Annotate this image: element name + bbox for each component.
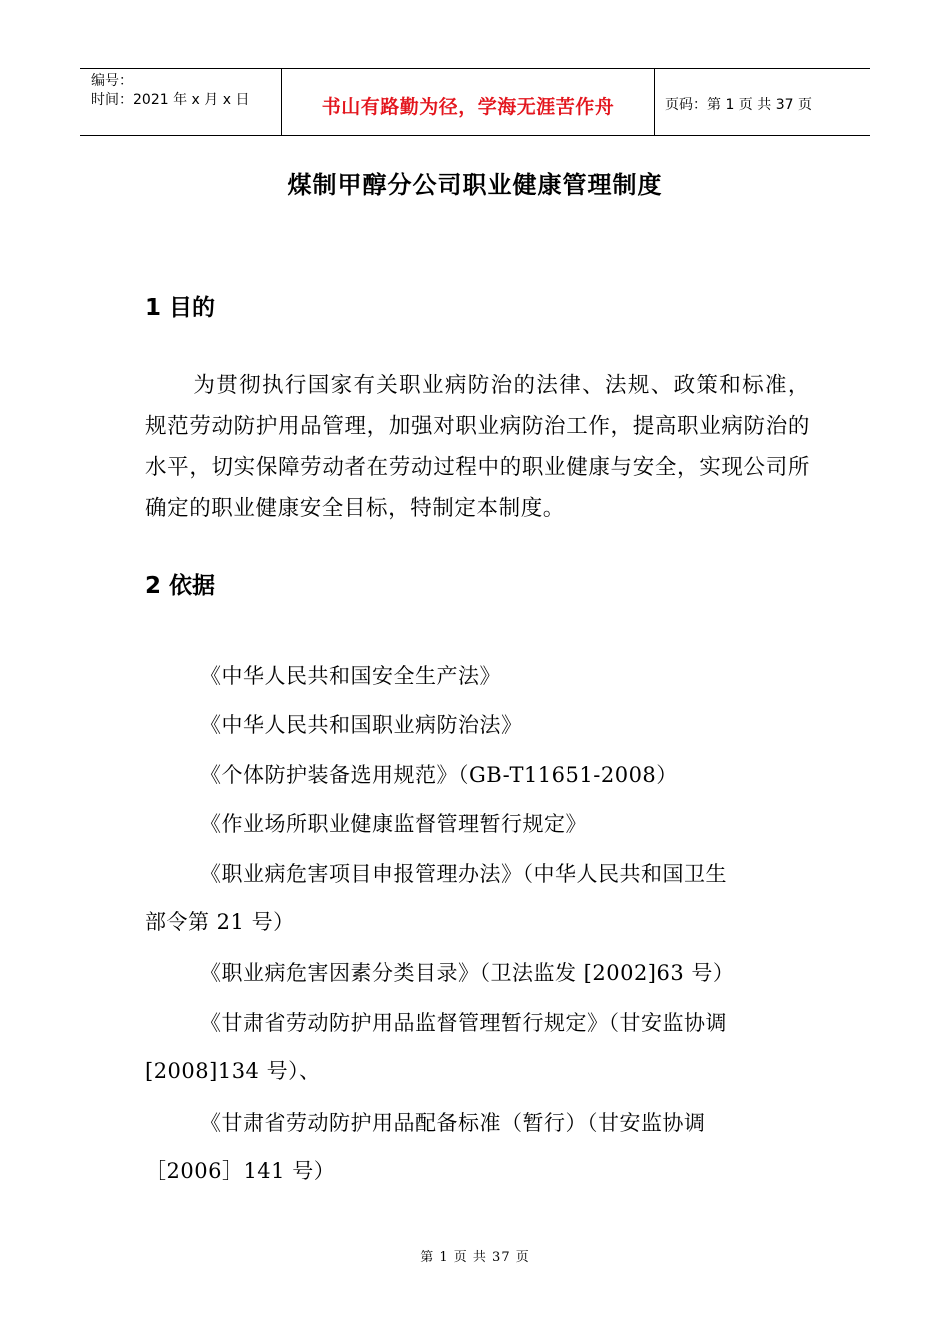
page-header — [80, 68, 870, 136]
section-heading-purpose: 1 目的 — [145, 295, 216, 321]
header-page-info: 页码：第 1 页 共 37 页 — [665, 97, 812, 113]
header-motto: 书山有路勤为径，学海无涯苦作舟 — [321, 95, 615, 118]
reference-item — [145, 701, 810, 749]
header-page-info-cell — [655, 69, 870, 135]
reference-line: 《个体防护装备选用规范》（GB-T11651-2008） — [200, 763, 678, 787]
reference-line: 《甘肃省劳动防护用品监督管理暂行规定》（甘安监协调 — [200, 1011, 727, 1035]
reference-item — [145, 800, 810, 848]
reference-line: 《中华人民共和国职业病防治法》 — [200, 713, 523, 737]
reference-item — [145, 751, 810, 799]
reference-line: 《职业病危害因素分类目录》（卫法监发 [2002]63 号） — [200, 961, 735, 985]
reference-item — [145, 949, 810, 997]
reference-line: 《职业病危害项目申报管理办法》（中华人民共和国卫生 — [200, 862, 727, 886]
document-date: 时间：2021 年 x 月 x 日 — [91, 92, 250, 108]
section-heading-basis: 2 依据 — [145, 573, 216, 599]
document-number-label: 编号： — [91, 73, 133, 89]
reference-item — [145, 1099, 810, 1195]
reference-line: 《中华人民共和国安全生产法》 — [200, 664, 501, 688]
reference-item — [145, 850, 810, 946]
header-motto-cell — [282, 69, 655, 135]
reference-line-continued: ［2006］141 号） — [145, 1159, 336, 1183]
reference-line-continued: [2008]134 号）、 — [145, 1059, 321, 1083]
reference-line-continued: 部令第 21 号） — [145, 910, 295, 934]
section-paragraph-purpose: 为贯彻执行国家有关职业病防治的法律、法规、政策和标准，规范劳动防护用品管理，加强对职业病防治工作，提高职业病防治的水平，切实保障劳动者在劳动过程中的职业健康与安全，实现公司所确定的职业健康安全目标，特制定本制度。 — [145, 373, 810, 521]
page-footer: 第 1 页 共 37 页 — [420, 1250, 530, 1265]
header-meta — [80, 69, 282, 135]
document-title: 煤制甲醇分公司职业健康管理制度 — [287, 171, 663, 199]
reference-item — [145, 999, 810, 1095]
reference-line: 《作业场所职业健康监督管理暂行规定》 — [200, 812, 587, 836]
reference-line: 《甘肃省劳动防护用品配备标准（暂行）（甘安监协调 — [200, 1111, 706, 1135]
reference-item — [145, 652, 810, 700]
